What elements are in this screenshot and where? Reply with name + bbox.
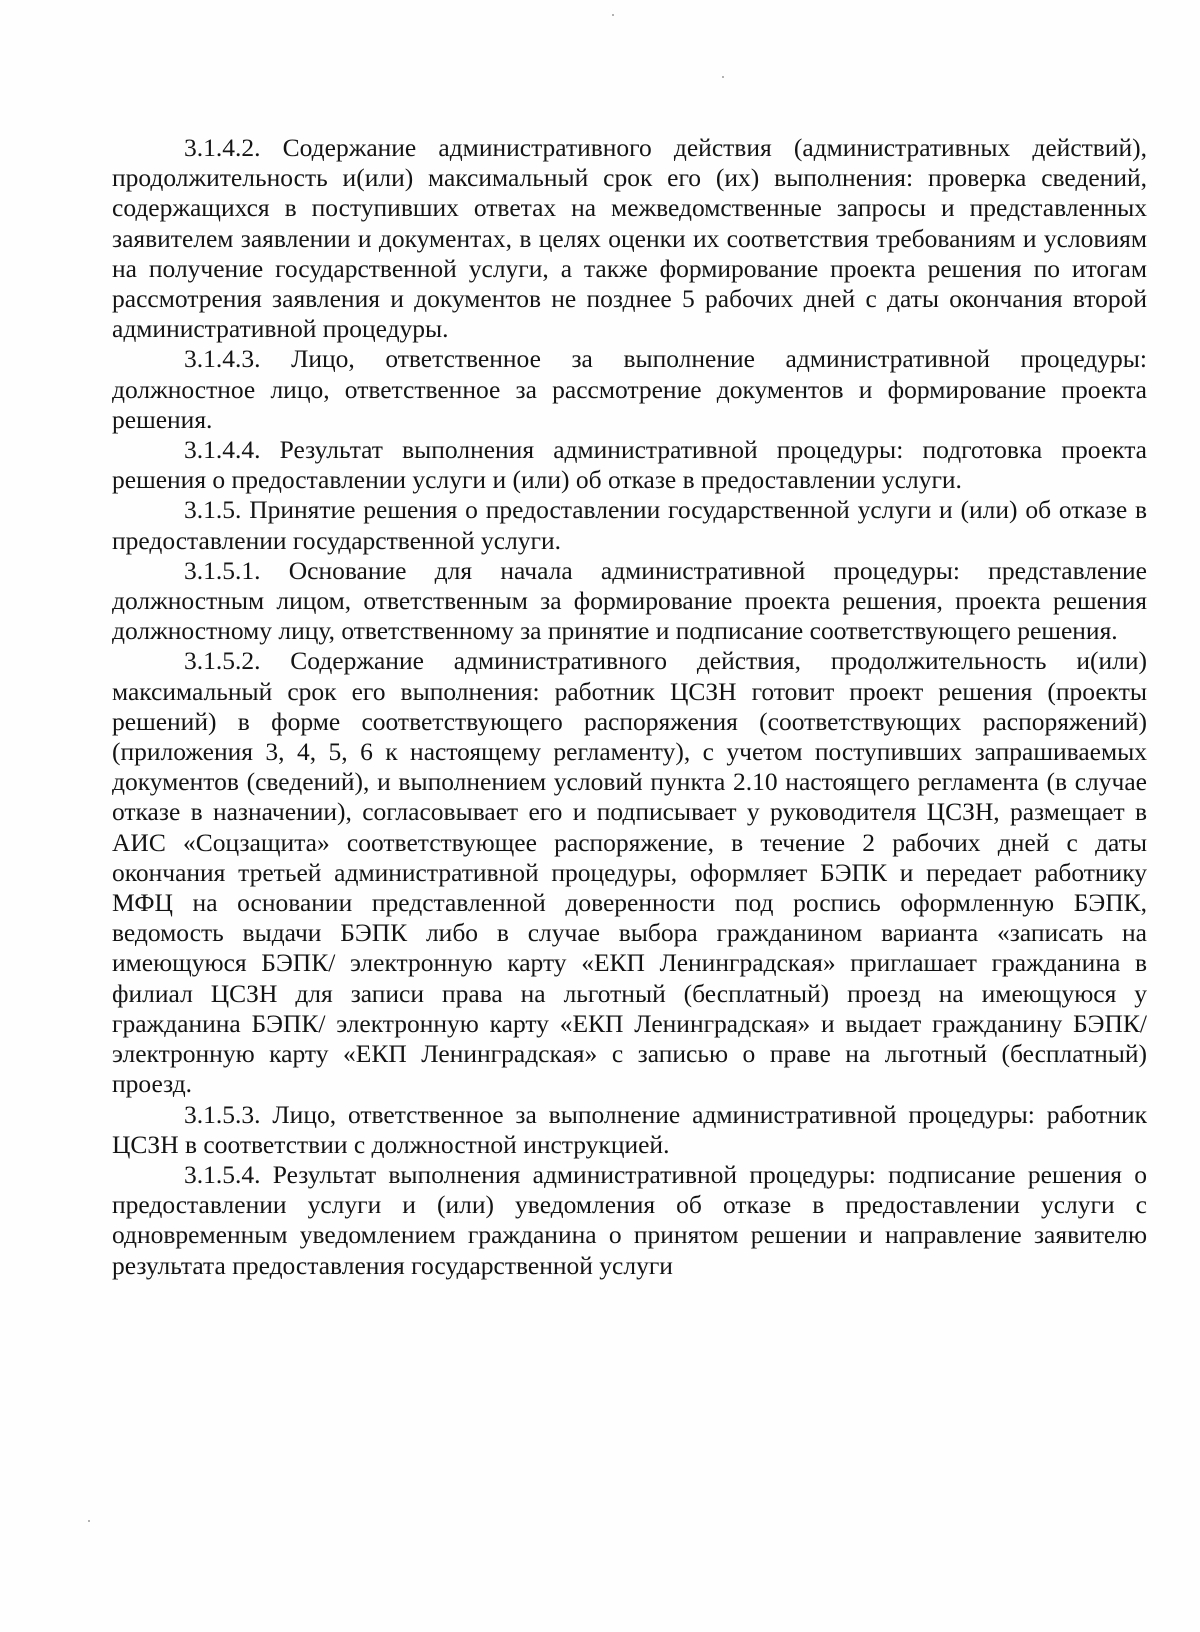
scan-speck: [612, 14, 614, 16]
paragraph-3-1-4-3: 3.1.4.3. Лицо, ответственное за выполнение административной процедуры: должностное лицо, ответственное за рассмотрение документов и формирование проекта решения.: [112, 344, 1147, 434]
paragraph-3-1-5-2: 3.1.5.2. Содержание административного действия, продолжительность и(или) максимальный срок его выполнения: работник ЦСЗН готовит проект решения (проекты решений) в форме соответствующего распоряжения (соответствующих распоряжений) (приложения 3, 4, 5, 6 к настоящему регламенту), с учетом поступивших запрашиваемых документов (сведений), и выполнением условий пункта 2.10 настоящего регламента (в случае отказе в назначении), согласовывает его и подписывает у руководителя ЦСЗН, размещает в АИС «Соцзащита» соответствующее распоряжение, в течение 2 рабочих дней с даты окончания третьей административной процедуры, оформляет БЭПК и передает работнику МФЦ на основании представленной доверенности под роспись оформленную БЭПК, ведомость выдачи БЭПК либо в случае выбора гражданином варианта «записать на имеющуюся БЭПК/ электронную карту «ЕКП Ленинградская» приглашает гражданина в филиал ЦСЗН для записи права на льготный (бесплатный) проезд на имеющуюся у гражданина БЭПК/ электронную карту «ЕКП Ленинградская» и выдает гражданину БЭПК/ электронную карту «ЕКП Ленинградская» с записью о праве на льготный (бесплатный) проезд.: [112, 646, 1147, 1099]
paragraph-3-1-5: 3.1.5. Принятие решения о предоставлении государственной услуги и (или) об отказе в предоставлении государственной услуги.: [112, 495, 1147, 555]
paragraph-3-1-5-3: 3.1.5.3. Лицо, ответственное за выполнение административной процедуры: работник ЦСЗН в соответствии с должностной инструкцией.: [112, 1099, 1147, 1159]
scan-speck: [88, 1520, 90, 1522]
scan-speck: [722, 76, 724, 78]
paragraph-3-1-5-4: 3.1.5.4. Результат выполнения административной процедуры: подписание решения о предоставлении услуги и (или) уведомления об отказе в предоставлении услуги с одновременным уведомлением гражданина о принятом решении и направление заявителю результата предоставления государственной услуги: [112, 1159, 1147, 1280]
paragraph-3-1-4-2: 3.1.4.2. Содержание административного действия (административных действий), продолжительность и(или) максимальный срок его (их) выполнения: проверка сведений, содержащихся в поступивших ответах на межведомственные запросы и представленных заявителем заявлении и документах, в целях оценки их соответствия требованиям и условиям на получение государственной услуги, а также формирование проекта решения по итогам рассмотрения заявления и документов не позднее 5 рабочих дней с даты окончания второй административной процедуры.: [112, 133, 1147, 344]
paragraph-3-1-4-4: 3.1.4.4. Результат выполнения административной процедуры: подготовка проекта решения о предоставлении услуги и (или) об отказе в предоставлении услуги.: [112, 435, 1147, 495]
paragraph-3-1-5-1: 3.1.5.1. Основание для начала административной процедуры: представление должностным лицом, ответственным за формирование проекта решения, проекта решения должностному лицу, ответственному за принятие и подписание соответствующего решения.: [112, 555, 1147, 646]
document-body: [112, 133, 1147, 1281]
